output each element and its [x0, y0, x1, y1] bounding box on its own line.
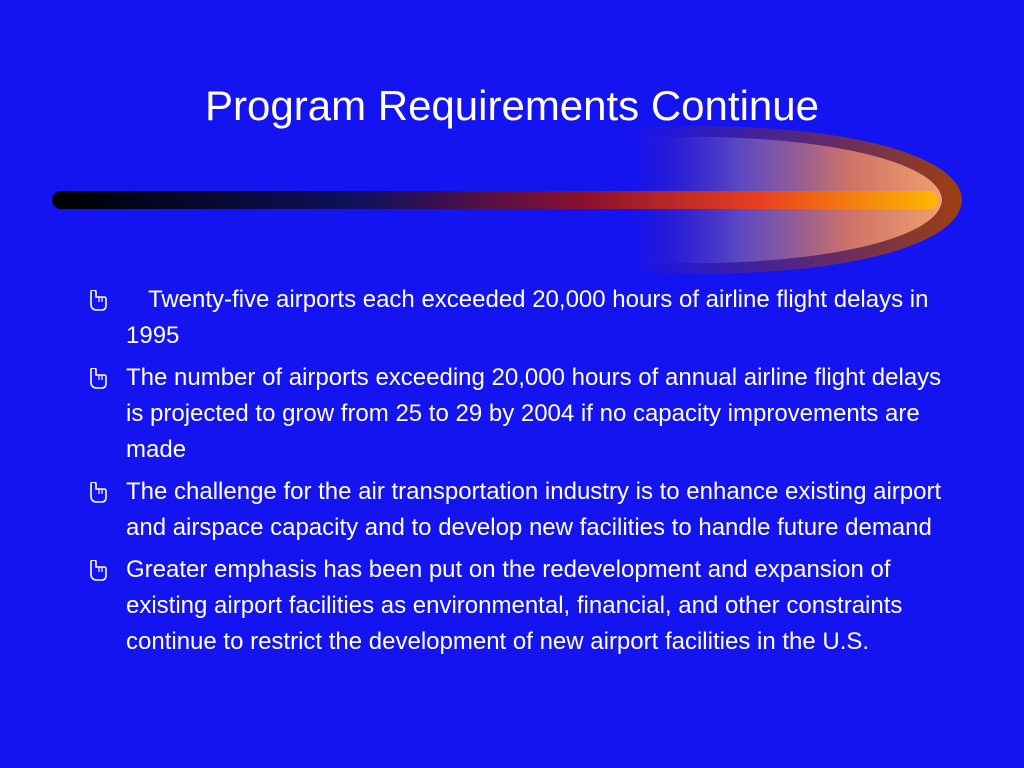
bullet-list: [88, 282, 958, 666]
bullet-item: [88, 282, 958, 354]
bullet-text: The challenge for the air transportation industry is to enhance existing airport and airspace capacity and to develop new facilities to handle future demand: [126, 478, 942, 541]
pointing-hand-icon: [88, 368, 108, 390]
pointing-hand-icon: [88, 560, 108, 582]
bullet-text: Twenty-five airports each exceeded 20,000 hours of airline flight delays in 1995: [126, 286, 929, 349]
pointing-hand-icon: [88, 290, 108, 312]
bullet-item: [88, 552, 958, 660]
gradient-bar: [52, 191, 938, 209]
slide-title: Program Requirements Continue: [205, 82, 819, 129]
bullet-item: [88, 474, 958, 546]
pointing-hand-icon: [88, 482, 108, 504]
bullet-item: [88, 360, 958, 468]
bullet-text: Greater emphasis has been put on the redevelopment and expansion of existing airport facilities as environmental, financial, and other constraints continue to restrict the development of new airport facilities in the U.S.: [126, 556, 903, 655]
title-underline-swoosh: [0, 0, 1024, 300]
bullet-text: The number of airports exceeding 20,000 hours of annual airline flight delays is projected to grow from 25 to 29 by 2004 if no capacity improvements are made: [126, 364, 942, 463]
